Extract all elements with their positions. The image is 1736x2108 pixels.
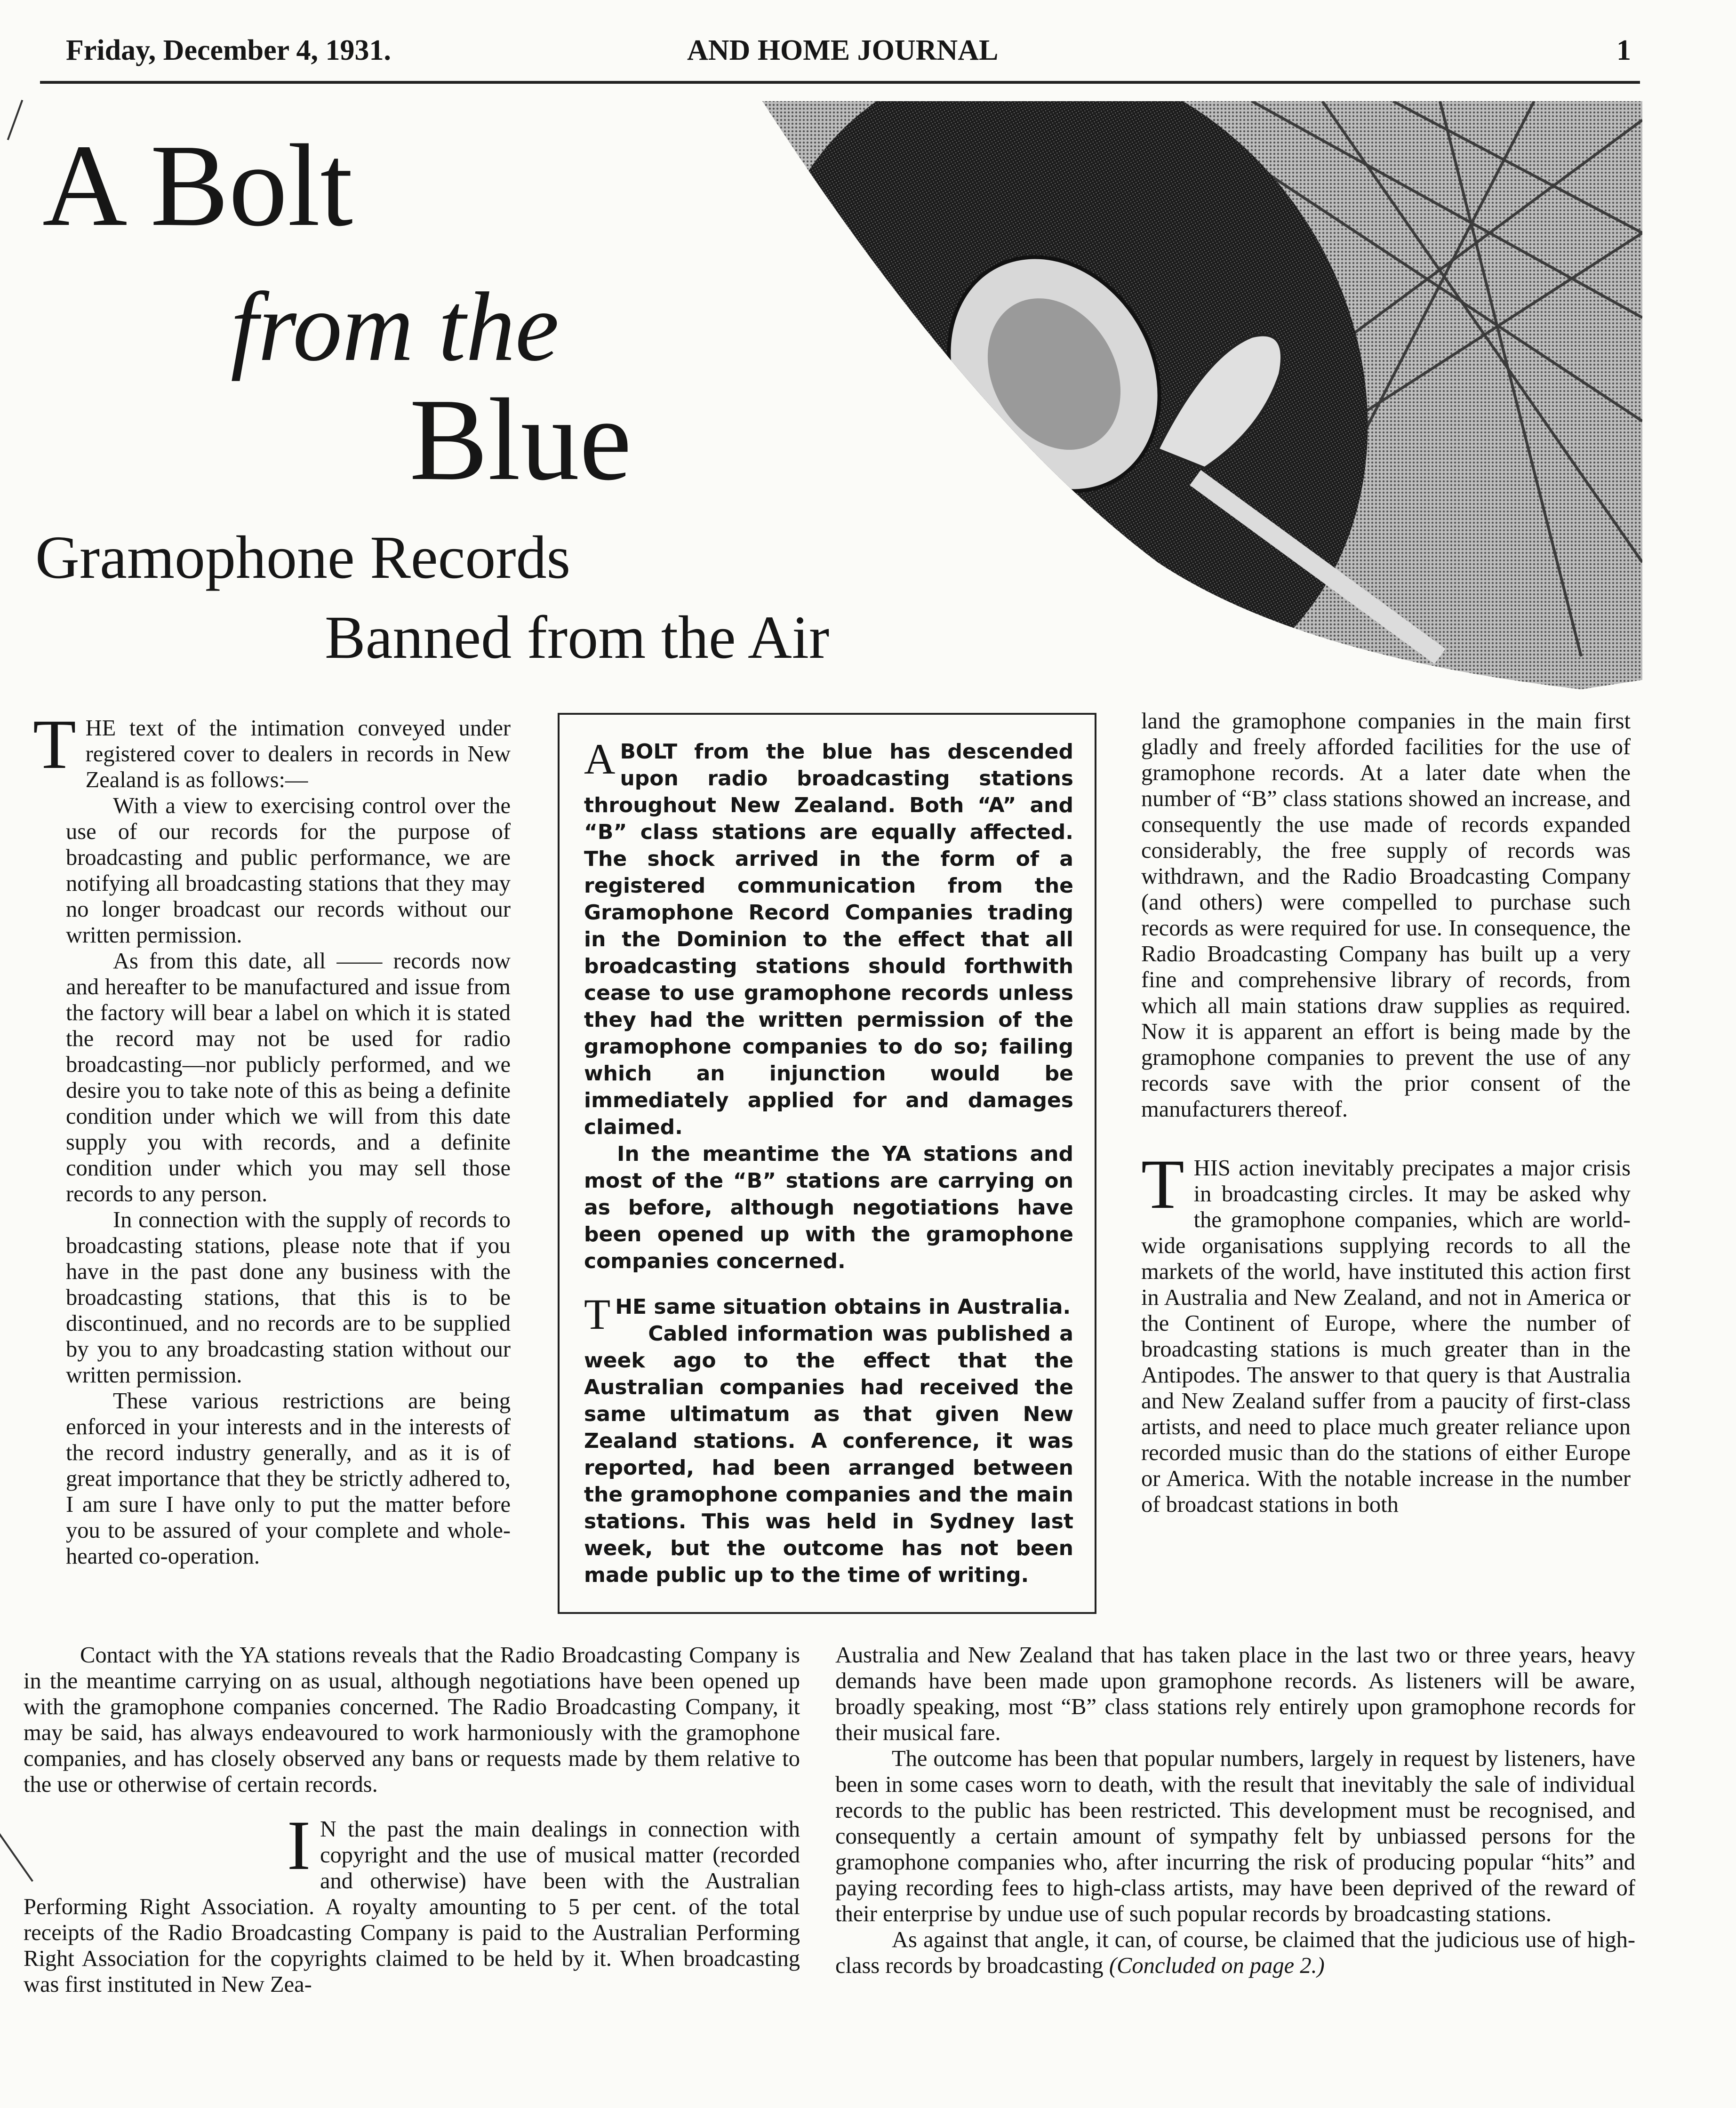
summary-para-2: In the meantime the YA stations and most of the “B” stations are carrying on as before, although negotiations have been opened up with the gramophone companies concerned. [584, 1142, 1073, 1273]
intimation-quote-1: With a view to exercising control over the use of our records for the purpose of broadcasting and public performance, we are notifying all broadcasting stations that they may no longer broadcast our records without our written permission. [66, 793, 511, 948]
intimation-intro: THE text of the intimation conveyed under registered cover to dealers in records in New Zealand is as follows:— [33, 705, 511, 792]
journal-title: AND HOME JOURNAL [687, 34, 999, 66]
drop-cap: T [33, 705, 76, 783]
bottom-left-para-1: Contact with the YA stations reveals that the Radio Broadcasting Company is in the meantime carrying on as usual, although negotiations have been opened up with the gramophone companies concerned. The Radio Broadcasting Company, it may be said, has always endeavoured to work harmoniously with the gramophone companies, and has closely observed any bans or requests made by them relative to the use or otherwise of certain records. [24, 1643, 800, 1797]
right-para-2: THIS action inevitably precipates a major crisis in broadcasting circles. It may be asked why the gramophone companies, which are world-wide organisations supplying records to all the markets of the world, have instituted this action first in Australia and New Zealand, and not in America or the Continent of Europe, where the number of broadcasting stations is much greater than in the Antipodes. The answer to that query is that Australia and New Zealand suffer from a paucity of first-class artists, and need to place much greater reliance upon recorded music than do the stations of either Europe or America. With the notable increase in the number of broadcast stations in both [1141, 1145, 1631, 1517]
headline-line-3: Blue [409, 375, 632, 505]
page-number: 1 [1616, 34, 1631, 66]
intimation-quote-4: These various restrictions are being enforced in your interests and in the interests of the record industry generally, and as it is of great importance that they be strictly adhered to, I am sure I have only to put the matter before you to be assured of your complete and whole-hearted co-operation. [66, 1389, 511, 1569]
drop-cap: T [584, 1290, 611, 1338]
drop-cap: A [584, 735, 616, 783]
issue-date: Friday, December 4, 1931. [66, 34, 392, 66]
right-column [1141, 708, 1631, 1517]
continuation-note: (Concluded on page 2.) [1109, 1953, 1325, 1978]
gramophone-record-photo [734, 92, 1642, 694]
summary-para-4: Cabled information was published a week ago to the effect that the Australian companies had received the same ultimatum as that given New Zealand stations. A conference, it was reported, had been arranged between the gramophone companies and the main stations. This was held in Sydney last week, but the outcome has not been made public up to the time of writing. [584, 1322, 1073, 1587]
header-rule [40, 81, 1640, 84]
summary-box [558, 713, 1096, 1614]
intimation-quote-3: In connection with the supply of records to broadcasting stations, please note that if you have in the past done any business with the broadcasting stations, that this is to be discontinued, and no records are to be supplied by you to any broadcasting station without our written permission. [66, 1207, 511, 1388]
intimation-quote-2: As from this date, all —— records now and hereafter to be manufactured and issue from the factory will bear a label on which it is stated the record may not be used for radio broadcasting—nor publicly performed, and we desire you to take note of this as being a definite condition under which we will from this date supply you with records, and a definite condition under which you may sell those records to any person. [66, 949, 511, 1206]
bottom-right-para-1: Australia and New Zealand that has taken place in the last two or three years, heavy demands have been made upon gramophone records. As listeners will be aware, broadly speaking, most “B” class stations rely entirely upon gramophone records for their musical fare. [835, 1643, 1635, 1745]
headline-line-2: from the [231, 272, 559, 382]
bottom-right-para-3: As against that angle, it can, of course, be claimed that the judicious use of high-class records by broadcasting (Concluded on page 2.) [835, 1927, 1635, 1978]
right-para-1: land the gramophone companies in the main first gladly and freely afforded facilities for the use of gramophone records. At a later date when the number of “B” class stations showed an increase, and consequently the use made of records expanded considerably, the free supply of records was withdrawn, and the Radio Broadcasting Company (and others) were compelled to purchase such records as were required for use. In consequence, the Radio Broadcasting Company has built up a very fine and comprehensive library of records, from which all main stations draw supplies as required. Now it is apparent an effort is being made by the gramophone companies to prevent the use of any records save with the prior consent of the manufacturers thereof. [1141, 709, 1631, 1122]
bottom-left-column [24, 1642, 800, 1997]
bottom-left-para-2: I N the past the main dealings in connection with copyright and the use of musical matter (recorded and otherwise) have been with the Australian Performing Right Association. A royalty amounting to 5 per cent. of the total receipts of the Radio Broadcasting Company is paid to the Australian Performing Right Association for the copyrights claimed to be held by it. When broadcasting was first instituted in New Zea- [24, 1806, 800, 1997]
summary-para-3: THE same situation obtains in Australia. [584, 1290, 1071, 1338]
summary-para-1: ABOLT from the blue has descended upon radio broadcasting stations throughout New Zealand. Both “A” and “B” class stations are equally affected. The shock arrived in the form of a registered communication from the Gramophone Record Companies trading in the Dominion to the effect that all broadcasting stations should forthwith cease to use gramophone records unless they had the written permission of the gramophone companies to do so; failing which an injunction would be immediately applied for and damages claimed. [584, 735, 1073, 1139]
summary-text [584, 735, 1073, 1589]
subheadline-line-2: Banned from the Air [325, 604, 830, 671]
intimation-column [33, 705, 511, 1569]
bottom-right-para-2: The outcome has been that popular numbers, largely in request by listeners, have been in some cases worn to death, with the result that inevitably the sale of individual records to the public has been restricted. This development must be recognised, and consequently a certain amount of sympathy felt by unbiassed persons for the gramophone companies who, after incurring the risk of producing popular “hits” and paying recording fees to high-class artists, may have been deprived of the reward of their enterprise by undue use of such popular records by broadcasting stations. [835, 1746, 1635, 1926]
drop-cap: T [1141, 1145, 1184, 1223]
scan-mark [7, 100, 24, 140]
subheadline-line-1: Gramophone Records [35, 524, 571, 591]
bottom-right-column [835, 1642, 1635, 1979]
headline-line-1: A Bolt [42, 120, 353, 251]
drop-cap: I [287, 1806, 311, 1884]
